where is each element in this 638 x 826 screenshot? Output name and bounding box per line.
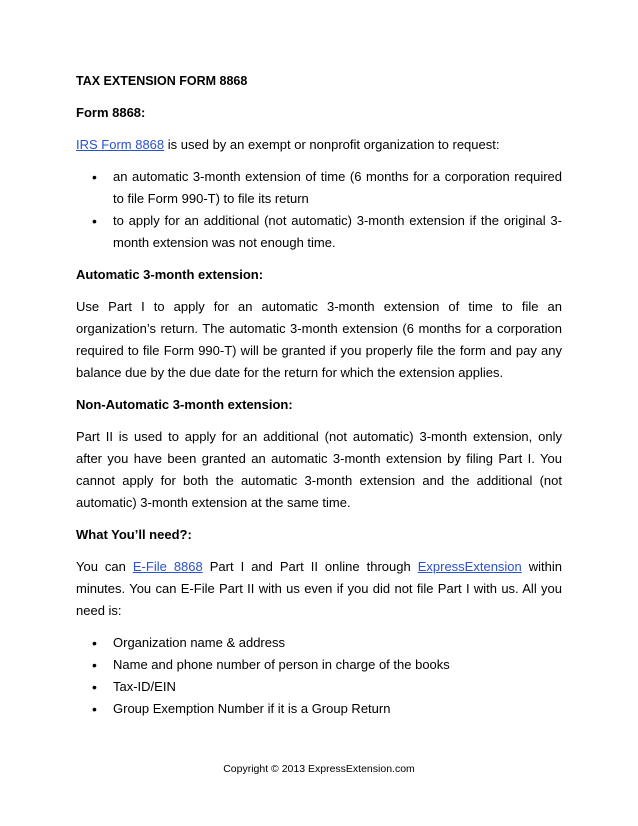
non-automatic-extension-heading: Non-Automatic 3-month extension:: [76, 397, 293, 412]
non-automatic-extension-body: Part II is used to apply for an additional (not automatic) 3-month extension, only after you have been granted an automatic 3-month extension by filing Part I. You cannot apply for both the automatic 3-month extension and the additional (not automatic) 3-month extension at the same time.: [76, 429, 562, 510]
document-page: [76, 70, 562, 730]
requirement-item: • Organization name & address: [113, 632, 562, 654]
requirement-item: • Group Exemption Number if it is a Group Return: [113, 698, 562, 720]
copyright-footer: Copyright © 2013 ExpressExtension.com: [223, 763, 415, 775]
requirements-bullet-list: [76, 632, 562, 720]
need-text-3: within minutes. You can E-File Part II with us even if you did not file Part I with us. All you need is:: [76, 559, 563, 618]
expressextension-link[interactable]: ExpressExtension: [417, 559, 522, 574]
form-8868-heading: Form 8868:: [76, 105, 146, 120]
requirement-item: • Name and phone number of person in charge of the books: [113, 654, 562, 676]
document-title: TAX EXTENSION FORM 8868: [76, 74, 248, 88]
automatic-extension-body: Use Part I to apply for an automatic 3-month extension of time to file an organization’s return. The automatic 3-month extension (6 months for a corporation required to file Form 990-T) will be granted if you properly file the form and pay any balance due by the due date for the return for which the extension applies.: [76, 299, 562, 380]
form-8868-intro: [76, 134, 562, 156]
requirement-item: • Tax-ID/EIN: [113, 676, 562, 698]
form-8868-bullet-list: [76, 166, 562, 254]
need-text-2: Part I and Part II online through: [202, 559, 418, 574]
form-8868-intro-text: is used by an exempt or nonprofit organization to request:: [164, 137, 500, 152]
what-you-need-body: [76, 556, 562, 622]
what-you-need-heading: What You’ll need?:: [76, 527, 192, 542]
form-8868-bullet-2: • to apply for an additional (not automatic) 3-month extension if the original 3-month extension was not enough time.: [113, 210, 562, 254]
automatic-extension-heading: Automatic 3-month extension:: [76, 267, 264, 282]
irs-form-8868-link[interactable]: IRS Form 8868: [76, 137, 165, 152]
efile-8868-link[interactable]: E-File 8868: [132, 559, 203, 574]
form-8868-bullet-1: • an automatic 3-month extension of time (6 months for a corporation required to file Form 990-T) to file its return: [113, 166, 562, 210]
need-text-1: You can: [76, 559, 133, 574]
